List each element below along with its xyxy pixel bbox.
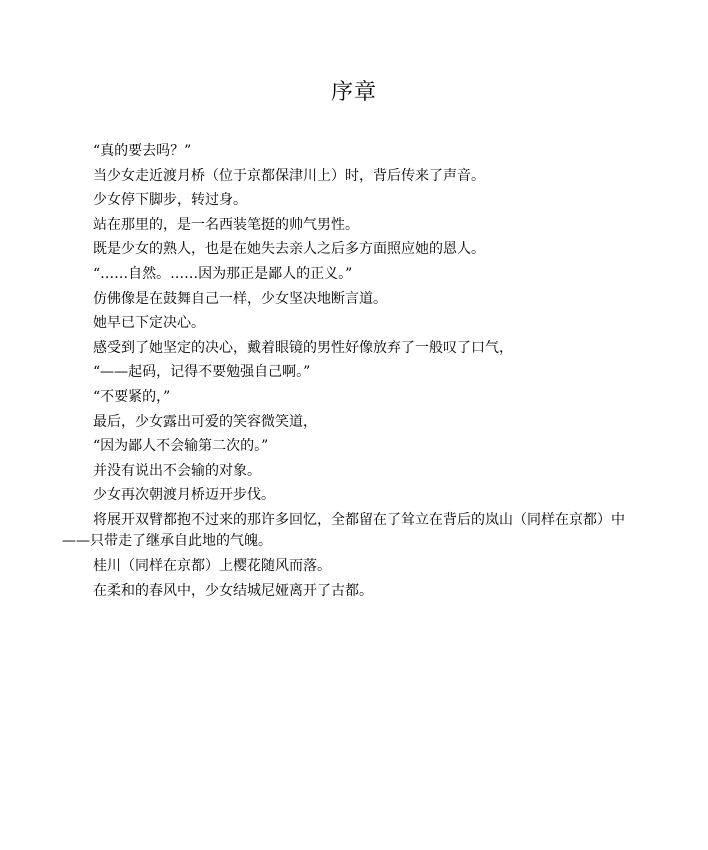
paragraph: 少女再次朝渡月桥迈开步伐。: [93, 487, 275, 504]
paragraph: “真的要去吗？”: [93, 143, 192, 159]
paragraph: 既是少女的熟人，也是在她失去亲人之后多方面照应她的恩人。: [93, 241, 485, 258]
paragraph: 在柔和的春风中，少女结城尼娅离开了古都。: [93, 582, 373, 599]
paragraph: 最后，少女露出可爱的笑容微笑道，: [93, 413, 317, 430]
paragraph: 少女停下脚步，转过身。: [93, 192, 247, 209]
paragraph: 站在那里的，是一名西装笔挺的帅气男性。: [93, 216, 359, 233]
paragraph: 将展开双臂都抱不过来的那许多回忆，全都留在了耸立在背后的岚山（同样在京都）中——只带走了继承自此地的气魄。: [62, 511, 625, 549]
paragraph: 仿佛像是在鼓舞自己一样，少女坚决地断言道。: [93, 290, 387, 307]
paragraph: “——起码，记得不要勉强自己啊。”: [93, 364, 311, 381]
paragraph: 她早已下定决心。: [93, 315, 205, 332]
paragraph: “不要紧的，”: [93, 388, 171, 405]
paragraph: 并没有说出不会输的对象。: [93, 462, 261, 479]
chapter-title: 序章: [330, 80, 377, 105]
chapter-body: [62, 139, 642, 603]
paragraph: 桂川（同样在京都）上樱花随风而落。: [93, 557, 331, 574]
paragraph: 感受到了她坚定的决心，戴着眼镜的男性好像放弃了一般叹了口气，: [93, 339, 513, 356]
paragraph: “……自然。……因为那正是鄙人的正义。”: [93, 265, 353, 282]
paragraph: 当少女走近渡月桥（位于京都保津川上）时，背后传来了声音。: [93, 167, 485, 184]
paragraph: “因为鄙人不会输第二次的。”: [93, 438, 269, 455]
